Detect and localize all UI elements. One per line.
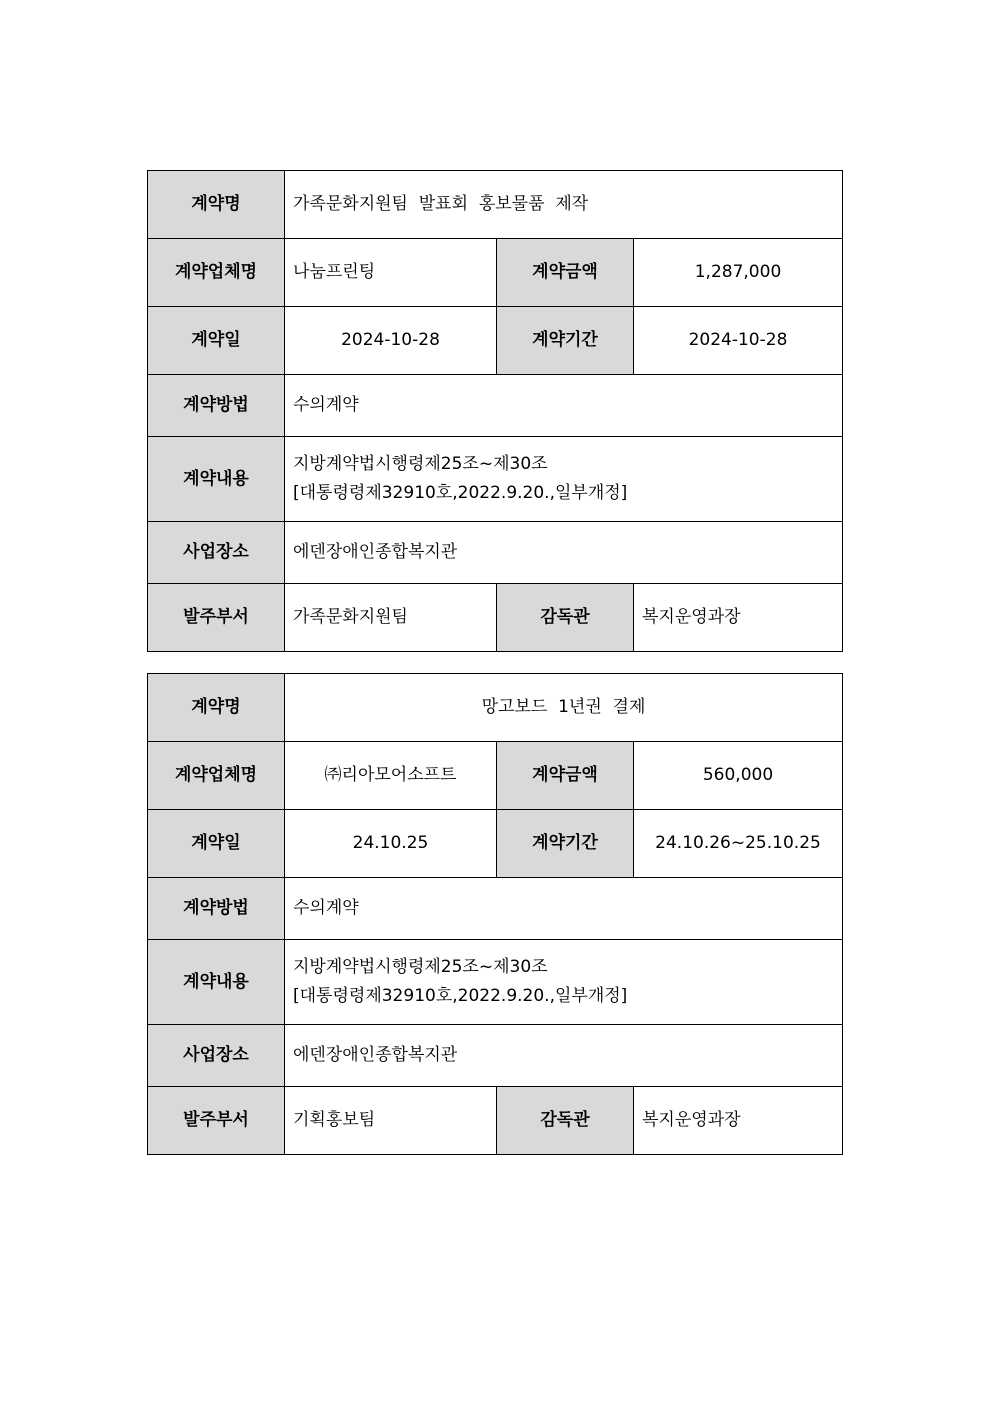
value-dept: 가족문화지원팀 bbox=[285, 584, 497, 652]
value-amount: 560,000 bbox=[634, 742, 843, 810]
label-dept: 발주부서 bbox=[148, 1087, 285, 1155]
label-period: 계약기간 bbox=[497, 810, 634, 878]
value-method: 수의계약 bbox=[285, 375, 843, 437]
label-supervisor: 감독관 bbox=[497, 1087, 634, 1155]
value-amount: 1,287,000 bbox=[634, 239, 843, 307]
content-line-2: [대통령령제32910호,2022.9.20.,일부개정] bbox=[293, 986, 628, 1006]
label-contract-name: 계약명 bbox=[148, 674, 285, 742]
value-contract-name: 가족문화지원팀 발표회 홍보물품 제작 bbox=[285, 171, 843, 239]
value-location: 에덴장애인종합복지관 bbox=[285, 1025, 843, 1087]
contract-table-2 bbox=[147, 673, 843, 1155]
value-supervisor: 복지운영과장 bbox=[634, 584, 843, 652]
row-vendor-amount bbox=[148, 239, 843, 307]
contract-table-1 bbox=[147, 170, 843, 652]
value-date: 2024-10-28 bbox=[285, 307, 497, 375]
row-content bbox=[148, 437, 843, 522]
label-content: 계약내용 bbox=[148, 437, 285, 522]
row-method bbox=[148, 878, 843, 940]
label-content: 계약내용 bbox=[148, 940, 285, 1025]
content-line-1: 지방계약법시행령제25조~제30조 bbox=[293, 454, 548, 474]
label-period: 계약기간 bbox=[497, 307, 634, 375]
row-vendor-amount bbox=[148, 742, 843, 810]
value-period: 24.10.26~25.10.25 bbox=[634, 810, 843, 878]
row-dept-supervisor bbox=[148, 584, 843, 652]
label-amount: 계약금액 bbox=[497, 742, 634, 810]
label-vendor: 계약업체명 bbox=[148, 742, 285, 810]
value-vendor: ㈜리아모어소프트 bbox=[285, 742, 497, 810]
row-dept-supervisor bbox=[148, 1087, 843, 1155]
row-location bbox=[148, 522, 843, 584]
row-date-period bbox=[148, 307, 843, 375]
label-date: 계약일 bbox=[148, 810, 285, 878]
value-content bbox=[285, 437, 843, 522]
label-method: 계약방법 bbox=[148, 878, 285, 940]
value-content bbox=[285, 940, 843, 1025]
value-contract-name: 망고보드 1년권 결제 bbox=[285, 674, 843, 742]
label-amount: 계약금액 bbox=[497, 239, 634, 307]
row-contract-name bbox=[148, 171, 843, 239]
label-supervisor: 감독관 bbox=[497, 584, 634, 652]
value-dept: 기획홍보팀 bbox=[285, 1087, 497, 1155]
label-vendor: 계약업체명 bbox=[148, 239, 285, 307]
label-dept: 발주부서 bbox=[148, 584, 285, 652]
row-method bbox=[148, 375, 843, 437]
value-method: 수의계약 bbox=[285, 878, 843, 940]
label-location: 사업장소 bbox=[148, 1025, 285, 1087]
row-location bbox=[148, 1025, 843, 1087]
value-location: 에덴장애인종합복지관 bbox=[285, 522, 843, 584]
value-vendor: 나눔프린팅 bbox=[285, 239, 497, 307]
content-line-1: 지방계약법시행령제25조~제30조 bbox=[293, 957, 548, 977]
label-contract-name: 계약명 bbox=[148, 171, 285, 239]
row-content bbox=[148, 940, 843, 1025]
label-method: 계약방법 bbox=[148, 375, 285, 437]
value-supervisor: 복지운영과장 bbox=[634, 1087, 843, 1155]
content-line-2: [대통령령제32910호,2022.9.20.,일부개정] bbox=[293, 483, 628, 503]
value-date: 24.10.25 bbox=[285, 810, 497, 878]
value-period: 2024-10-28 bbox=[634, 307, 843, 375]
row-date-period bbox=[148, 810, 843, 878]
label-date: 계약일 bbox=[148, 307, 285, 375]
label-location: 사업장소 bbox=[148, 522, 285, 584]
row-contract-name bbox=[148, 674, 843, 742]
